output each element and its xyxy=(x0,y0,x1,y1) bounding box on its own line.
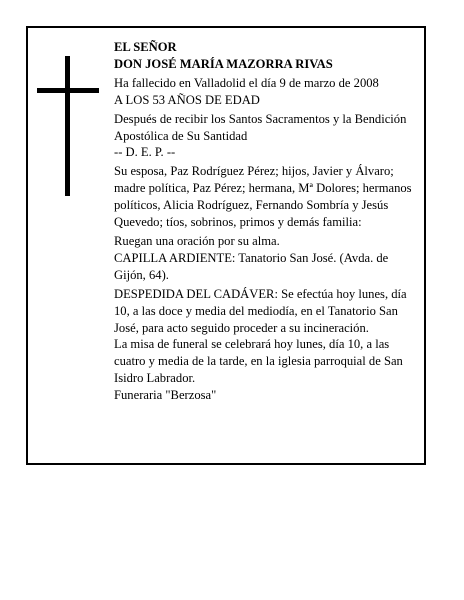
cross-vertical-bar xyxy=(65,56,70,196)
rip-line: -- D. E. P. -- xyxy=(114,145,176,160)
deceased-name: DON JOSÉ MARÍA MAZORRA RIVAS xyxy=(114,56,333,71)
prayer-request: Ruegan una oración por su alma. xyxy=(114,233,280,248)
mass-info: La misa de funeral se celebrará hoy lunes, día 10, a las cuatro y media de la tarde, en la iglesia parroquial de San Isidro Labrador. xyxy=(114,337,403,386)
family-list: Su esposa, Paz Rodríguez Pérez; hijos, Javier y Álvaro; madre política, Paz Pérez; hermana, Mª Dolores; hermanos políticos, Alicia Rodríguez, Fernando Sombría y Jesús Quevedo; tíos, sobrinos, primos y demás familia: xyxy=(114,164,412,230)
cross-horizontal-bar xyxy=(37,88,99,93)
farewell-info: DESPEDIDA DEL CADÁVER: Se efectúa hoy lunes, día 10, a las doce y media del mediodía, en el Tanatorio San José, para acto seguido proceder a su incineración. xyxy=(114,286,407,335)
age-statement: A LOS 53 AÑOS DE EDAD xyxy=(114,92,260,107)
death-statement: Ha fallecido en Valladolid el día 9 de marzo de 2008 xyxy=(114,75,379,90)
chapel-info: CAPILLA ARDIENTE: Tanatorio San José. (Avda. de Gijón, 64). xyxy=(114,250,389,282)
sacraments-statement: Después de recibir los Santos Sacramentos y la Bendición Apostólica de Su Santidad xyxy=(114,111,407,143)
funeral-home: Funeraria "Berzosa" xyxy=(114,388,217,403)
cross-icon xyxy=(37,56,99,196)
obituary-text xyxy=(114,39,414,404)
notice-title: EL SEÑOR xyxy=(114,40,177,54)
